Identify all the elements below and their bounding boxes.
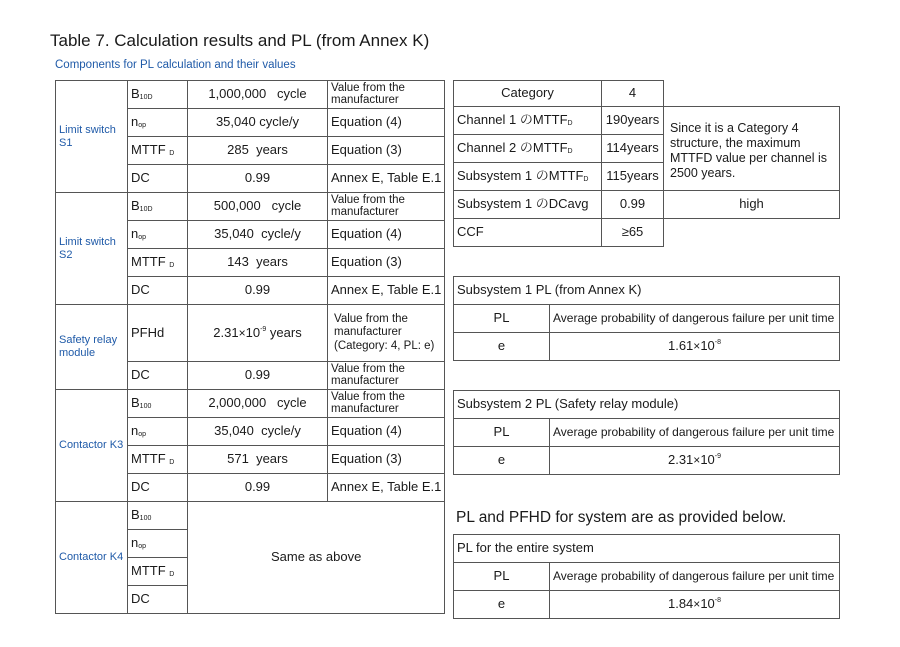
- source-cell: Annex E, Table E.1: [328, 165, 445, 193]
- ccf-label: CCF: [454, 219, 602, 247]
- param-b10d: $B_{10D}$: [128, 81, 188, 109]
- category-table: [453, 80, 840, 247]
- param-nop: $n_{op}$: [128, 109, 188, 137]
- table-row: [56, 502, 445, 530]
- value-cell: 35,040 cycle/y: [188, 221, 328, 249]
- table-row: [454, 305, 840, 333]
- source-cell: Equation (3): [328, 249, 445, 277]
- sub1-label: Subsystem 1 の$MTTF_D$: [454, 163, 602, 191]
- pl-value: e: [454, 333, 550, 361]
- param-nop: $n_{op}$: [128, 221, 188, 249]
- value-cell: 143 years: [188, 249, 328, 277]
- sub1-value: 115years: [602, 163, 664, 191]
- table-row: [454, 191, 840, 219]
- param-dc: DC: [128, 277, 188, 305]
- component-s1-label: Limit switch S1: [56, 81, 128, 193]
- pfhd-description: Average probability of dangerous failure per unit time: [550, 563, 840, 591]
- source-cell: Equation (3): [328, 446, 445, 474]
- param-dc: DC: [128, 165, 188, 193]
- component-k3-label: Contactor K3: [56, 390, 128, 502]
- source-cell: Value from the manufacturer: [328, 362, 445, 390]
- subsystem2-table: [453, 390, 840, 475]
- source-cell: Equation (3): [328, 137, 445, 165]
- same-as-above: Same as above: [188, 502, 445, 614]
- param-nop: $n_{op}$: [128, 530, 188, 558]
- ch2-label: Channel 2 の$MTTF_D$: [454, 135, 602, 163]
- category-value: 4: [602, 81, 664, 107]
- pl-label: PL: [454, 563, 550, 591]
- dcavg-value: 0.99: [602, 191, 664, 219]
- param-mttfd: MTTF $_D$: [128, 446, 188, 474]
- value-cell: 571 years: [188, 446, 328, 474]
- source-cell: Value from the manufacturer: [328, 193, 445, 221]
- subsystem2-header: Subsystem 2 PL (Safety relay module): [454, 391, 840, 419]
- ch2-value: 114years: [602, 135, 664, 163]
- system-table: [453, 534, 840, 619]
- component-s2-label: Limit switch S2: [56, 193, 128, 305]
- component-k4-label: Contactor K4: [56, 502, 128, 614]
- table-row: [454, 591, 840, 619]
- ccf-value: ≥65: [602, 219, 664, 247]
- param-mttfd: MTTF $_D$: [128, 249, 188, 277]
- pfhd-value: $1.61\times 10^{-8}$: [550, 333, 840, 361]
- value-cell: 2,000,000 cycle: [188, 390, 328, 418]
- value-cell: 35,040 cycle/y: [188, 109, 328, 137]
- source-cell: Value from the manufacturer: [328, 390, 445, 418]
- param-dc: DC: [128, 362, 188, 390]
- value-cell: $2.31\times 10^{-9}$ years: [188, 305, 328, 362]
- value-cell: 0.99: [188, 165, 328, 193]
- param-nop: $n_{op}$: [128, 418, 188, 446]
- source-cell: Annex E, Table E.1: [328, 277, 445, 305]
- table-row: [454, 563, 840, 591]
- page-title: Table 7. Calculation results and PL (from Annex K): [50, 31, 430, 50]
- param-dc: DC: [128, 586, 188, 614]
- table-row: [454, 447, 840, 475]
- table-row: [454, 107, 840, 135]
- ch1-value: 190years: [602, 107, 664, 135]
- pfhd-value: $1.84\times 10^{-8}$: [550, 591, 840, 619]
- value-cell: 1,000,000 cycle: [188, 81, 328, 109]
- ch1-label: Channel 1 の$MTTF_D$: [454, 107, 602, 135]
- param-mttfd: MTTF $_D$: [128, 137, 188, 165]
- table-row: [454, 391, 840, 419]
- pl-label: PL: [454, 419, 550, 447]
- subsystem1-header: Subsystem 1 PL (from Annex K): [454, 277, 840, 305]
- value-cell: 0.99: [188, 277, 328, 305]
- value-cell: 0.99: [188, 474, 328, 502]
- table-row: [56, 305, 445, 362]
- table-row: [56, 193, 445, 221]
- source-cell: Equation (4): [328, 418, 445, 446]
- param-b10d: $B_{100}$: [128, 502, 188, 530]
- param-b10d: $B_{10D}$: [128, 193, 188, 221]
- components-table: [55, 80, 445, 614]
- param-dc: DC: [128, 474, 188, 502]
- table-row: [454, 333, 840, 361]
- param-pfhd: PFHd: [128, 305, 188, 362]
- source-cell: Annex E, Table E.1: [328, 474, 445, 502]
- table-row: [454, 81, 840, 107]
- table-row: [56, 390, 445, 418]
- component-relay-label: Safety relay module: [56, 305, 128, 390]
- param-b10d: $B_{100}$: [128, 390, 188, 418]
- param-mttfd: MTTF $_D$: [128, 558, 188, 586]
- pfhd-value: $2.31\times 10^{-9}$: [550, 447, 840, 475]
- value-cell: 35,040 cycle/y: [188, 418, 328, 446]
- category-label: Category: [454, 81, 602, 107]
- subsystem1-table: [453, 276, 840, 361]
- source-cell: Equation (4): [328, 221, 445, 249]
- table-row: [454, 219, 840, 247]
- table-row: [454, 419, 840, 447]
- pfhd-description: Average probability of dangerous failure per unit time: [550, 305, 840, 333]
- category-note: Since it is a Category 4 structure, the maximum MTTFD value per channel is 2500 years.: [664, 107, 840, 191]
- system-note: PL and PFHD for system are as provided below.: [456, 509, 787, 526]
- source-cell: Equation (4): [328, 109, 445, 137]
- value-cell: 500,000 cycle: [188, 193, 328, 221]
- pl-label: PL: [454, 305, 550, 333]
- dcavg-label: Subsystem 1 のDCavg: [454, 191, 602, 219]
- source-cell: Value from the manufacturer (Category: 4, PL: e): [328, 305, 445, 362]
- system-header: PL for the entire system: [454, 535, 840, 563]
- pfhd-description: Average probability of dangerous failure per unit time: [550, 419, 840, 447]
- table-row: [454, 277, 840, 305]
- pl-value: e: [454, 591, 550, 619]
- value-cell: 285 years: [188, 137, 328, 165]
- table-subtitle: Components for PL calculation and their values: [55, 59, 296, 71]
- source-cell: Value from the manufacturer: [328, 81, 445, 109]
- table-row: [56, 81, 445, 109]
- value-cell: 0.99: [188, 362, 328, 390]
- table-row: [454, 535, 840, 563]
- pl-value: e: [454, 447, 550, 475]
- dcavg-level: high: [664, 191, 840, 219]
